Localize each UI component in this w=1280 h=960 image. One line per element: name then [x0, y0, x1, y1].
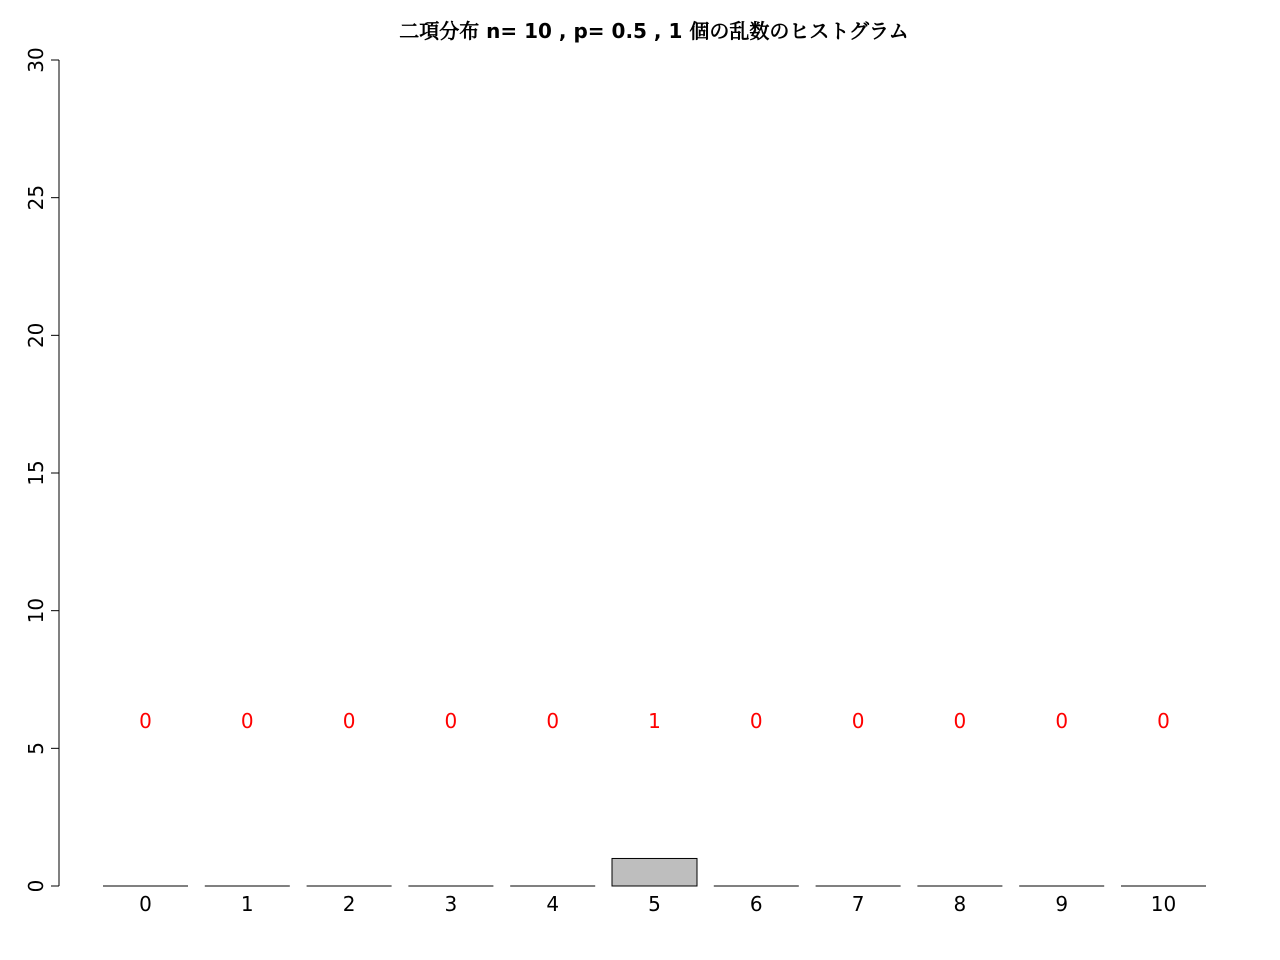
x-tick-label: 8 [953, 892, 967, 916]
chart-title: 二項分布 n= 10 , p= 0.5 , 1 個の乱数のヒストグラム [399, 19, 909, 43]
count-label-group [139, 709, 1170, 733]
bar-count-label: 0 [1157, 708, 1170, 733]
x-tick-label: 1 [240, 892, 254, 916]
bar-count-label: 0 [749, 708, 763, 733]
y-tick-label: 30 [24, 47, 48, 73]
bar-count-label: 0 [851, 708, 865, 733]
y-axis [24, 47, 59, 892]
x-tick-label: 4 [546, 892, 560, 916]
bar-count-label: 0 [1055, 708, 1069, 733]
bar-count-label: 0 [444, 708, 458, 733]
x-tick-label: 10 [1150, 892, 1177, 916]
bar-count-label: 1 [648, 708, 661, 733]
y-tick-label: 25 [24, 184, 48, 211]
histogram-bar [612, 858, 697, 886]
x-tick-label: 3 [444, 892, 458, 916]
y-tick-label: 20 [24, 322, 48, 349]
x-tick-label: 7 [851, 892, 865, 916]
x-tick-label: 9 [1055, 892, 1069, 916]
bar-group [103, 858, 1206, 886]
x-tick-label: 5 [648, 892, 661, 916]
bar-count-label: 0 [546, 708, 560, 733]
bar-count-label: 0 [139, 708, 152, 733]
bar-count-label: 0 [342, 708, 356, 733]
bar-count-label: 0 [240, 708, 254, 733]
x-tick-label: 2 [342, 892, 356, 916]
y-tick-label: 5 [24, 741, 48, 755]
x-tick-label: 0 [139, 892, 152, 916]
y-tick-label: 15 [24, 460, 48, 486]
x-tick-label-group [139, 892, 1176, 916]
bar-count-label: 0 [953, 708, 967, 733]
y-tick-label: 10 [24, 597, 48, 624]
y-tick-label: 0 [24, 879, 48, 893]
x-tick-label: 6 [749, 892, 763, 916]
